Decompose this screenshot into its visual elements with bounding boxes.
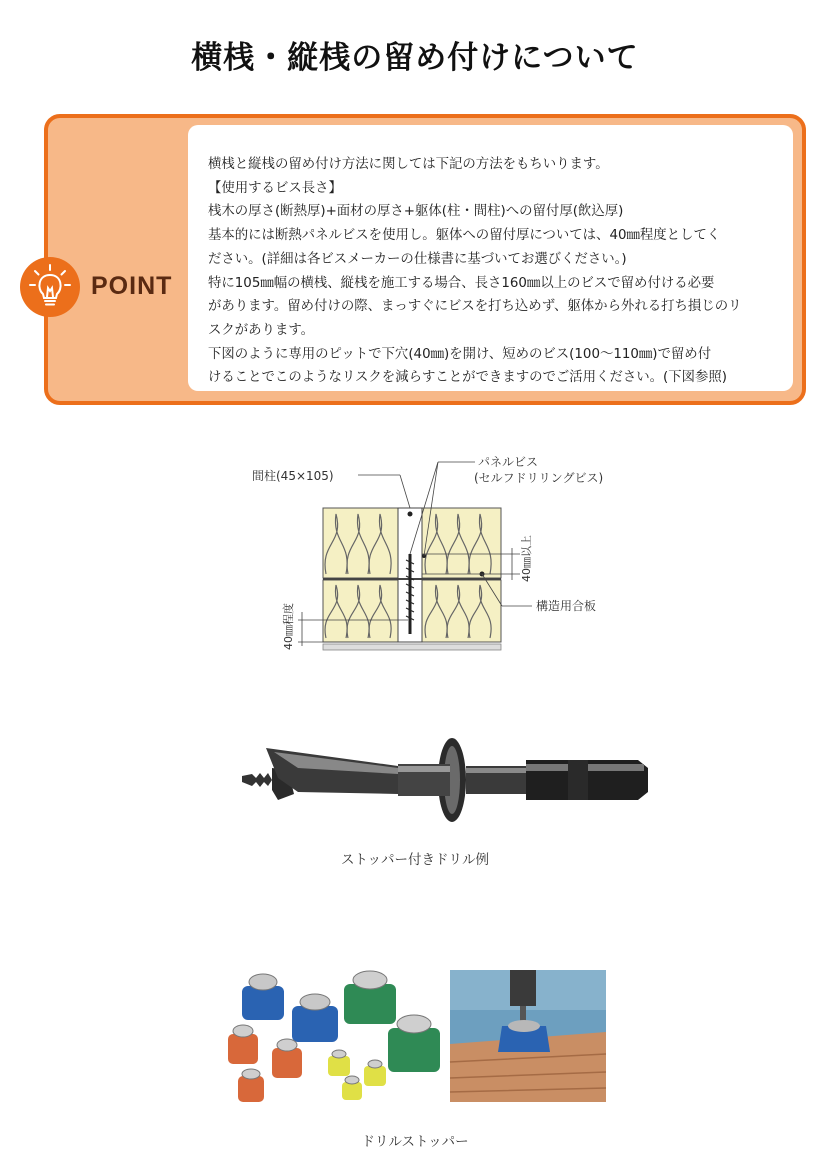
point-content <box>188 125 793 391</box>
label-screw-type: (セルフドリリングビス) <box>474 471 604 485</box>
stopper-orange-3 <box>238 1069 264 1102</box>
lightbulb-icon <box>20 257 80 317</box>
point-line: ださい。(詳細は各ビスメーカーの仕様書に基づいてお選びください。) <box>208 251 627 267</box>
point-line: があります。留め付けの際、まっすぐにビスを打ち込めず、躯体から外れる打ち損じのリ <box>208 299 742 315</box>
point-line: 基本的には断熱パネルビスを使用し。躯体への留付厚については、40㎜程度としてく <box>208 228 721 244</box>
stopper-yellow-3 <box>342 1076 362 1100</box>
label-plywood: 構造用合板 <box>536 599 597 613</box>
point-line: スクがあります。 <box>208 322 315 338</box>
label-depth-side: 40㎜程度 <box>282 603 295 650</box>
label-screw: パネルビス <box>478 455 539 469</box>
point-line: 【使用するビス長さ】 <box>208 180 342 196</box>
point-line: 桟木の厚さ(断熱厚)+面材の厚さ+躯体(柱・間柱)への留付厚(飲込厚) <box>208 204 624 220</box>
point-line: けることでこのようなリスクを減らすことができますのでご活用ください。(下図参照) <box>208 370 728 386</box>
point-label: POINT <box>91 272 173 300</box>
point-box <box>44 114 806 405</box>
label-stud: 間柱(45×105) <box>252 469 334 483</box>
point-line: 横桟と縦桟の留め付け方法に関しては下記の方法をもちいります。 <box>208 157 609 172</box>
point-line: 下図のように専用のピットで下穴(40㎜)を開け、短めのビス(100～110㎜)で留め付 <box>208 346 712 362</box>
stopper-caption: ドリルストッパー <box>361 1134 469 1150</box>
point-text <box>208 153 783 390</box>
drilling-photo <box>450 970 606 1102</box>
drill-caption: ストッパー付きドリル例 <box>340 852 490 868</box>
label-depth-top: 40㎜以上 <box>520 535 533 582</box>
point-line: 特に105㎜幅の横桟、縦桟を施工する場合、長さ160㎜以上のビスで留め付ける必要 <box>208 275 715 291</box>
drill-stopper-photos <box>220 962 610 1107</box>
stopper-drill-image <box>238 730 658 830</box>
screw-diagram <box>240 448 640 668</box>
page-title: 横桟・縦桟の留め付けについて <box>191 40 639 76</box>
